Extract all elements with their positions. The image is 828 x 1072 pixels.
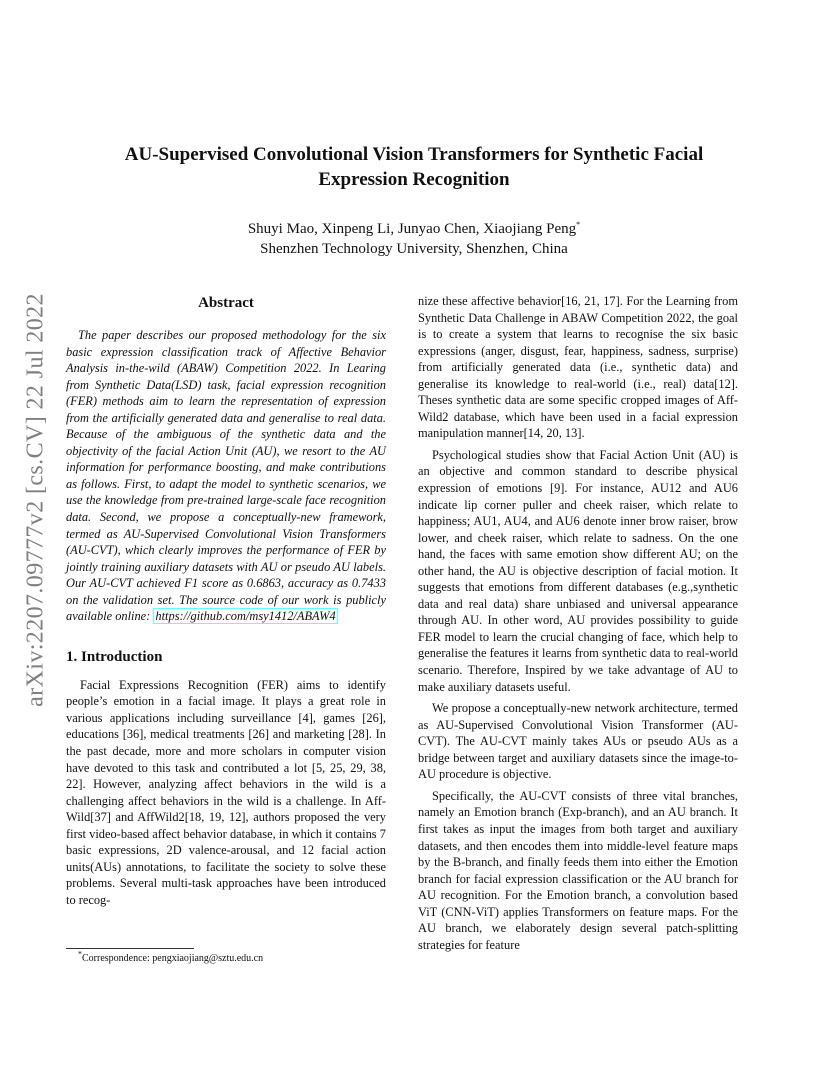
abstract-heading: Abstract <box>198 295 254 311</box>
author-list <box>60 219 768 239</box>
footnote-divider <box>66 948 194 949</box>
arxiv-identifier: arXiv:2207.09777v2 [cs.CV] 22 Jul 2022 <box>22 293 49 707</box>
author-footnote-mark: * <box>576 220 581 229</box>
paper-title <box>60 142 768 192</box>
authors-text: Shuyi Mao, Xinpeng Li, Junyao Chen, Xiaojiang Peng <box>247 221 577 237</box>
footnote <box>78 949 264 965</box>
intro-paragraph-2: nize these affective behavior[16, 21, 17]. For the Learning from Synthetic Data Challenge in ABAW Competition 2022, the goal is to create a system that learns to recognise the six basic expressions (anger, disgust, fear, happiness, sadness, surprise) from artificially generated data (i.e., synthetic data) and generalise its knowledge to real-world (i.e., real) data[12]. Theses synthetic data are some specific cropped images of Aff-Wild2 database, which have been used in a facial expression manipulation manner[14, 20, 13]. <box>418 294 738 441</box>
footnote-mark: * <box>78 949 82 959</box>
affiliation: Shenzhen Technology University, Shenzhen, China <box>260 241 568 257</box>
left-column <box>66 293 386 914</box>
intro-paragraph-3: Psychological studies show that Facial Action Unit (AU) is an objective and common standard to describe physical expression of emotions [9]. For instance, AU12 and AU6 indicate lip corner puller and cheek raiser, which relate to happiness; AU1, AU4, and AU6 denote inner brow raiser, brow lower, and cheek raiser, which relate to sadness. On the one hand, the faces with same emotion show different AU; on the other hand, the AU is objective description of facial motion. It suggests that emotions from different databases (e.g.,synthetic data and real data) share unbiased and universal appearance through AU. In other word, AU provides possibility to guide FER model to learn the crucial changing of face, which help to generalise the features it learns from synthetic data to real-world scenario. Therefore, Inspired by we take advantage of AU to make auxiliary datasets useful. <box>418 447 738 694</box>
source-code-link[interactable]: https://github.com/msy1412/ABAW4 <box>155 609 336 624</box>
intro-paragraph-1: Facial Expressions Recognition (FER) aims to identify people’s emotion in a facial image. It plays a great role in various applications including surveillance [4], games [26], educations [36], medical treatments [26] and marketing [28]. In the past decade, more and more scholars in computer vision have devoted to this task and contributed a lot [5, 25, 29, 38, 22]. However, analyzing affect behaviors in the wild is a challenging affect behaviors in the wild is a challenge. In Aff-Wild[37] and AffWild2[18, 19, 12], authors proposed the very first video-based affect behavior database, in which it contains 7 basic expressions, 2D valence-arousal, and 12 facial action units(AUs) annotations, to facilitate the society to solve these problems. Several multi-task approaches have been introduced to recog- <box>66 677 386 907</box>
arxiv-sidebar <box>8 290 64 710</box>
intro-paragraph-4: We propose a conceptually-new network architecture, termed as AU-Supervised Convolutional Vision Transformer (AU-CVT). The AU-CVT mainly takes AUs or pseudo AUs as a bridge between target and auxiliary datasets since the image-to-AU procedure is objective. <box>418 701 738 782</box>
right-column <box>418 293 738 958</box>
section-heading-introduction: 1. Introduction <box>66 648 163 665</box>
abstract-text: The paper describes our proposed methodology for the six basic expression classification track of Affective Behavior Analysis in-the-wild (ABAW) Competition 2022. In Learing from Synthetic Data(LSD) task, facial expression recognition (FER) methods aim to learn the representation of expression from the artificially generated data and generalise to real data. Because of the ambiguous of the synthetic data and the objectivity of the facial Action Unit (AU), we resort to the AU information for performance boosting, and make contributions as follows. First, to adapt the model to synthetic scenarios, we use the knowledge from pre-trained large-scale face recognition data. Second, we propose a conceptually-new framework, termed as AU-Supervised Convolutional Vision Transformers (AU-CVT), which clearly improves the performance of FER by jointly training auxiliary datasets with AU or pseudo AU labels. Our AU-CVT achieved F1 score as 0.6863, accuracy as 0.7433 on the validation set. The source code of our work is publicly available online: <box>66 328 386 624</box>
abstract-body <box>66 327 386 625</box>
title-line-2: Expression Recognition <box>318 169 510 190</box>
intro-paragraph-5: Specifically, the AU-CVT consists of three vital branches, namely an Emotion branch (Exp-branch), and an AU branch. It first takes as input the images from both target and auxiliary datasets, and then encodes them into middle-level feature maps by the B-branch, and finally feeds them into either the Emotion branch for facial expression classification or the AU branch for AU recognition. For the Emotion branch, a convolution based ViT (CNN-ViT) applies Transformers on feature maps. For the AU branch, we elaborately design several patch-splitting strategies for feature <box>418 788 738 952</box>
footnote-text: Correspondence: pengxiaojiang@sztu.edu.cn <box>82 953 264 964</box>
title-line-1: AU-Supervised Convolutional Vision Transformers for Synthetic Facial <box>124 144 704 165</box>
